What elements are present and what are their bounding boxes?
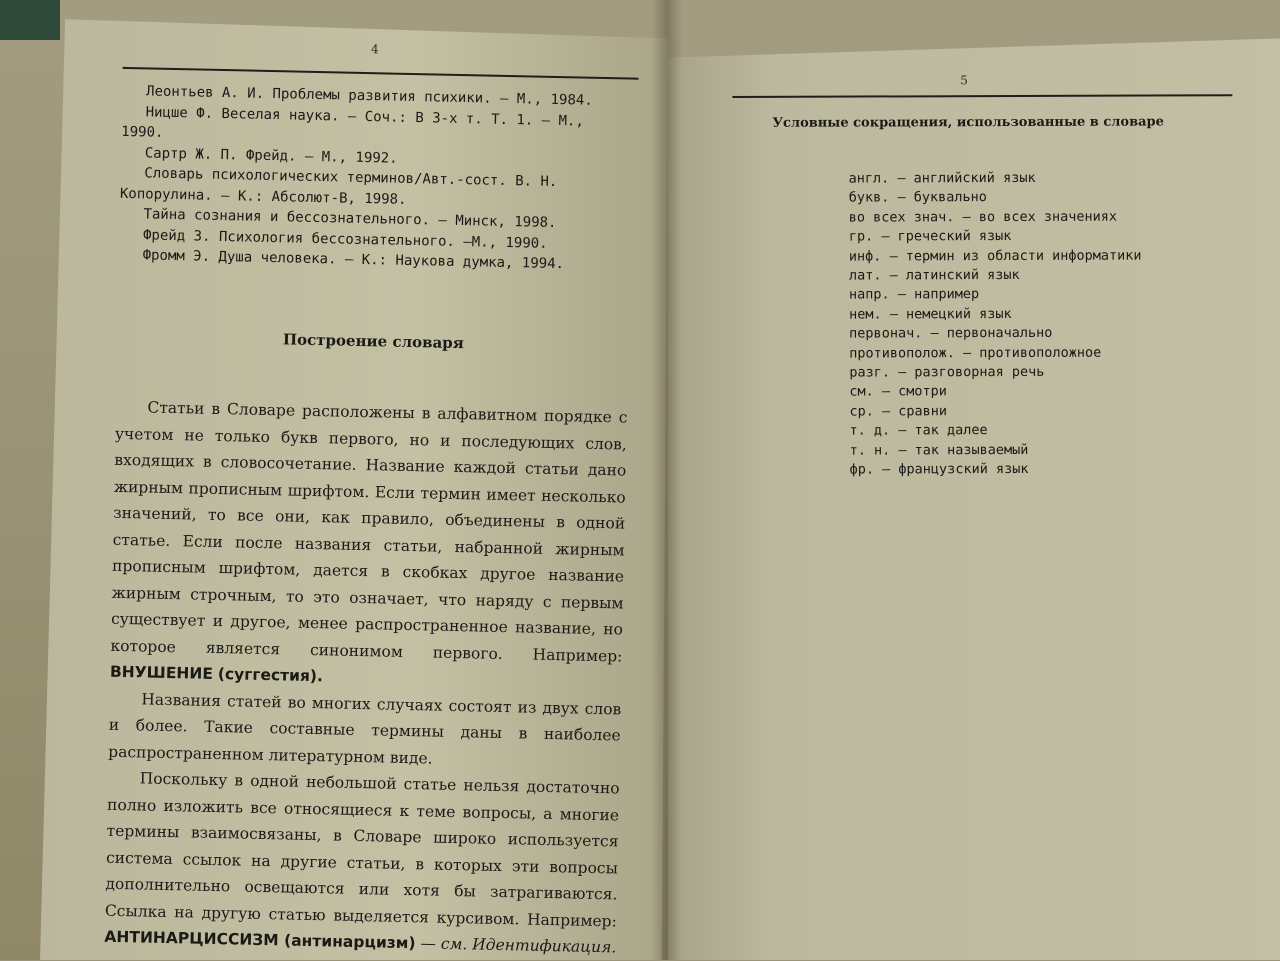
- cross-reference: — см. Идентификация.: [415, 934, 617, 957]
- reference-item: Ницше Ф. Веселая наука. — Соч.: В 3-х т. Т. 1. — М., 1990.: [121, 103, 585, 141]
- list-item: нем. — немецкий язык: [849, 305, 1012, 323]
- reference-item: Тайна сознания и бессознательного. — Минск, 1998.: [143, 206, 557, 232]
- list-item: англ. — английский язык: [848, 169, 1036, 187]
- abbreviations-list: [849, 169, 1143, 481]
- paragraph: Названия статей во многих случаях состоят из двух слов и более. Такие составные термины даны в наиболее распространенном литературном виде.: [108, 689, 622, 768]
- example-term: АНТИНАРЦИССИЗМ (антинарцизм): [104, 927, 416, 953]
- list-item: т. н. — так называемый: [849, 441, 1029, 459]
- list-item: во всех знач. — во всех значениях: [848, 208, 1118, 226]
- list-item: разг. — разговорная речь: [849, 363, 1045, 381]
- list-item: см. — смотри: [849, 383, 947, 401]
- book-gutter: [652, 0, 682, 960]
- list-item: инф. — термин из области информатики: [848, 247, 1142, 265]
- list-item: первонач. — первоначально: [849, 325, 1053, 342]
- list-item: т. д. — так далее: [849, 422, 988, 439]
- list-item: фр. — французский язык: [849, 461, 1029, 478]
- list-item: противополож. — противоположное: [849, 344, 1102, 362]
- section-title: Построение словаря: [282, 330, 465, 353]
- reference-item: Леонтьев А. И. Проблемы развития психики. — М., 1984.: [145, 83, 593, 109]
- book-cover-edge: [0, 0, 60, 40]
- reference-item: Фрейд З. Психология бессознательного. —М., 1990.: [142, 226, 548, 252]
- paragraph: [110, 394, 628, 696]
- example-term: ВНУШЕНИЕ: [109, 662, 214, 683]
- paragraph-text: Поскольку в одной небольшой статье нельзя достаточно полно изложить все относящиеся к теме вопросы, а многие термины взаимосвязаны, в Словаре широко используется система ссылок на другие статьи, в которых эти вопросы дополнительно освещаются или хотя бы затрагиваются. Ссылка на другую статью выделяется курсивом. Например:: [104, 769, 620, 930]
- reference-item: Словарь психологических терминов/Авт.-сост. В. Н. Копорулина. — К.: Абсолют-В, 1998.: [119, 165, 558, 208]
- body-text: [104, 394, 628, 961]
- page-number-left: 4: [370, 42, 379, 57]
- reference-list: [118, 81, 622, 276]
- reference-item: Фромм Э. Душа человека. — К.: Наукова думка, 1994.: [142, 247, 565, 273]
- right-page: [668, 0, 1280, 960]
- paragraph: [104, 765, 620, 961]
- example-term-alt: (суггестия).: [217, 665, 324, 686]
- list-item: ср. — сравни: [849, 403, 948, 420]
- paragraph-text: Статьи в Словаре расположены в алфавитном порядке с учетом не только букв первого, но и последующих слов, входящих в словосочетание. Название каждой статьи дано жирным прописным шрифтом. Если термин имеет несколько значений, то все они, как правило, объединены в одной статье. Если после названия статьи, набранной жирным прописным шрифтом, дается в скобках другое название жирным строчным, то это означает, что наряду с первым существует и другое, менее распространенное название, но которое является синонимом первого. Например:: [110, 398, 628, 666]
- reference-item: Сартр Ж. П. Фрейд. — М., 1992.: [144, 144, 398, 167]
- page-number-right: 5: [960, 73, 968, 88]
- list-item: букв. — буквально: [848, 189, 987, 206]
- list-item: лат. — латинский язык: [848, 267, 1020, 284]
- list-item: напр. — например: [849, 286, 980, 304]
- list-item: гр. — греческий язык: [848, 228, 1012, 245]
- abbreviations-title: Условные сокращения, использованные в словаре: [772, 114, 1164, 131]
